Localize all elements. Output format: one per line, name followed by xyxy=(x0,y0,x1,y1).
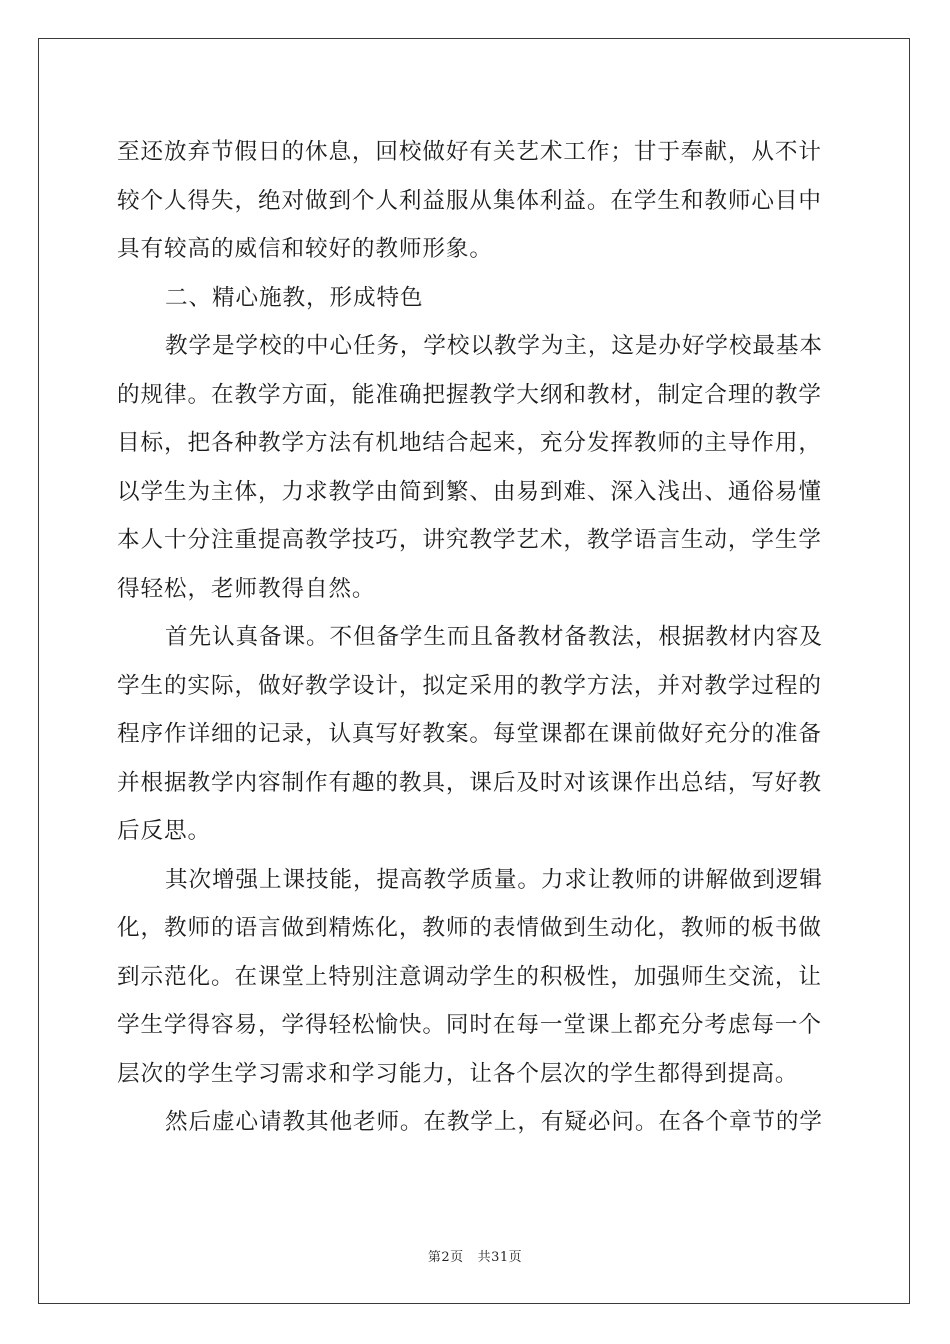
text-line: 学生学得容易，学得轻松愉快。同时在每一堂课上都充分考虑每一个 xyxy=(117,1012,822,1038)
text-line: 较个人得失，绝对做到个人利益服从集体利益。在学生和教师心目中 xyxy=(117,187,822,214)
paragraph-start: 教学是学校的中心任务，学校以教学为主，这是办好学校最基本 xyxy=(165,333,823,359)
text-line: 以学生为主体，力求教学由简到繁、由易到难、深入浅出、通俗易懂 xyxy=(117,478,822,505)
text-line: 目标，把各种教学方法有机地结合起来，充分发挥教师的主导作用， xyxy=(117,430,822,456)
text-line: 具有较高的威信和较好的教师形象。 xyxy=(117,236,493,262)
text-line: 至还放弃节假日的休息，回校做好有关艺术工作；甘于奉献，从不计 xyxy=(117,139,822,165)
text-line: 后反思。 xyxy=(117,818,211,844)
text-line: 化，教师的语言做到精炼化，教师的表情做到生动化，教师的板书做 xyxy=(117,915,822,941)
text-line: 层次的学生学习需求和学习能力，让各个层次的学生都得到提高。 xyxy=(117,1060,799,1087)
paragraph-start: 首先认真备课。不但备学生而且备教材备教法，根据教材内容及 xyxy=(165,624,823,650)
text-line: 本人十分注重提高教学技巧，讲究教学艺术，教学语言生动，学生学 xyxy=(117,527,822,553)
page-footer xyxy=(0,1246,950,1265)
paragraph-start: 其次增强上课技能，提高教学质量。力求让教师的讲解做到逻辑 xyxy=(165,866,823,893)
paragraph-start: 然后虚心请教其他老师。在教学上，有疑必问。在各个章节的学 xyxy=(165,1109,823,1135)
text-line: 并根据教学内容制作有趣的教具，课后及时对该课作出总结，写好教 xyxy=(117,769,822,796)
text-line: 学生的实际，做好教学设计，拟定采用的教学方法，并对教学过程的 xyxy=(117,672,822,699)
text-line: 得轻松，老师教得自然。 xyxy=(117,575,376,602)
section-heading: 二、精心施教，形成特色 xyxy=(165,284,424,311)
text-line: 到示范化。在课堂上特别注意调动学生的积极性，加强师生交流，让 xyxy=(117,963,822,990)
document-body xyxy=(117,128,833,1147)
page-number: 第2页 xyxy=(427,1250,464,1265)
page-total: 共31页 xyxy=(477,1250,523,1265)
text-line: 的规律。在教学方面，能准确把握教学大纲和教材，制定合理的教学 xyxy=(117,381,822,408)
text-line: 程序作详细的记录，认真写好教案。每堂课都在课前做好充分的准备 xyxy=(117,721,822,747)
